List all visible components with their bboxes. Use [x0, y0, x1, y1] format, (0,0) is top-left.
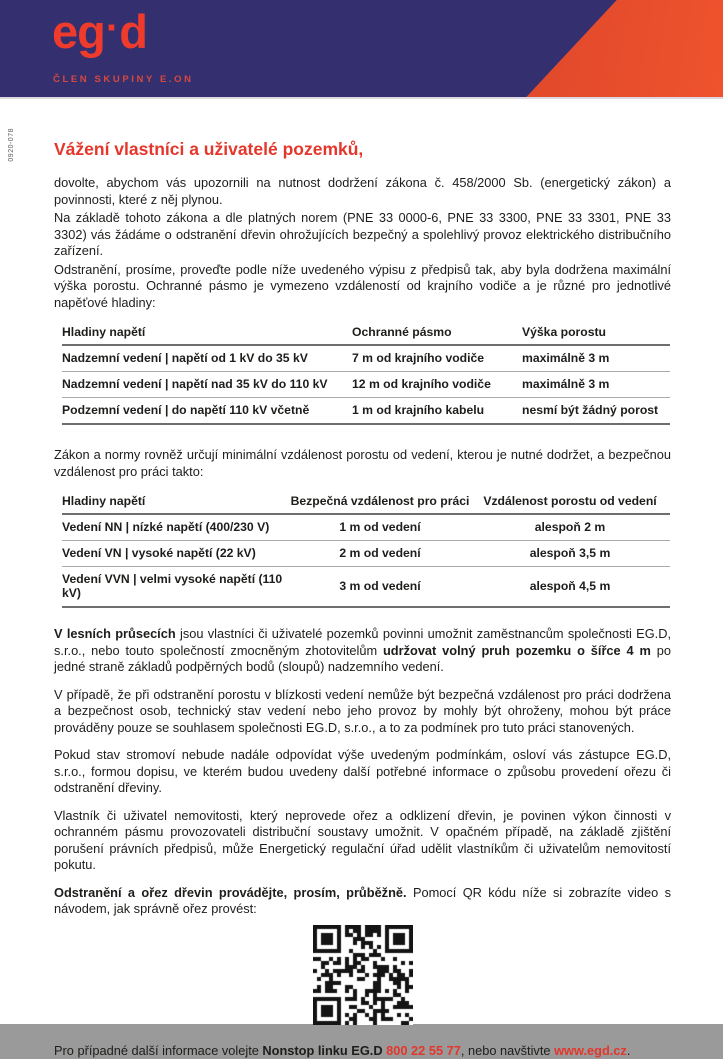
table-cell: 12 m od krajního vodiče [352, 372, 522, 398]
intro-paragraph-3: Odstranění, prosíme, proveďte podle níže uvedeného výpisu z předpisů tak, aby byla dodržena maximální výška porostu. Ochranné pásmo je vymezeno vzdáleností od krajního vodiče a je různé pro jednotlivé napěťové hladiny: [54, 262, 671, 312]
table-row [62, 567, 670, 608]
table-header-row [62, 491, 670, 514]
table-cell: Vedení NN | nízké napětí (400/230 V) [62, 514, 290, 541]
page-title: Vážení vlastníci a uživatelé pozemků, [54, 139, 671, 160]
footer-website-link: www.egd.cz [554, 1043, 627, 1058]
table-cell: Podzemní vedení | do napětí 110 kV včetně [62, 398, 352, 425]
safe-distance-table [62, 491, 670, 608]
logo-text-eg: eg [52, 5, 105, 58]
qr-intro-paragraph [54, 885, 671, 918]
intro-paragraph-2: Na základě tohoto zákona a dle platných norem (PNE 33 0000-6, PNE 33 3300, PNE 33 3301, PNE 33 3302) vás žádáme o odstranění dřevin ohrožujících bezpečný a spolehlivý provoz elektrického distribučního zařízení. [54, 210, 671, 260]
table-row [62, 398, 670, 425]
mid-paragraph: Zákon a normy rovněž určují minimální vzdálenost porostu od vedení, kterou je nutné dodržet, a bezpečnou vzdálenost pro práci takto: [54, 447, 671, 480]
table-cell: maximálně 3 m [522, 372, 670, 398]
column-header: Ochranné pásmo [352, 322, 522, 345]
table-cell: maximálně 3 m [522, 345, 670, 372]
logo-subtitle: ČLEN SKUPINY E.ON [53, 74, 194, 85]
table-cell: alespoň 2 m [470, 514, 670, 541]
table-cell: 3 m od vedení [290, 567, 470, 608]
table-row [62, 345, 670, 372]
egd-logo [52, 8, 147, 59]
table-header-row [62, 322, 670, 345]
qr-code [313, 925, 413, 1025]
footer-hotline-label: Nonstop linku EG.D [262, 1043, 386, 1058]
footer-phone-number: 800 22 55 77 [386, 1043, 461, 1058]
doc-code: 0920-078 [8, 128, 15, 162]
intro-paragraph-1: dovolte, abychom vás upozornili na nutnost dodržení zákona č. 458/2000 Sb. (energetický zákon) a povinnosti, které z něj plynou. [54, 175, 671, 208]
column-header: Vzdálenost porostu od vedení [470, 491, 670, 514]
table-cell: Vedení VN | vysoké napětí (22 kV) [62, 541, 290, 567]
column-header: Hladiny napětí [62, 322, 352, 345]
table-row [62, 514, 670, 541]
table-cell: 7 m od krajního vodiče [352, 345, 522, 372]
footer-text-2: , nebo navštivte [461, 1043, 554, 1058]
table-cell: 1 m od krajního kabelu [352, 398, 522, 425]
spacer [54, 425, 671, 447]
qr-bold-lead: Odstranění a ořez dřevin provádějte, prosím, průběžně. [54, 885, 407, 900]
footer-text-1: Pro případné další informace volejte [54, 1043, 262, 1058]
case-paragraph: V případě, že při odstranění porostu v blízkosti vedení nemůže být bezpečná vzdálenost pro práci dodržena a bezpečnost osob, technický stav vedení nebo jeho provoz by mohly být ohroženy, mohou být práce prováděny pouze se souhlasem společnosti EG.D, s.r.o., a to za podmínek pro tuto práci stanovených. [54, 687, 671, 737]
letter-body [0, 99, 723, 1059]
table-row [62, 541, 670, 567]
qr-text: Pomocí QR kódu níže si zobrazíte video s návodem, jak správně ořez provést: [54, 885, 671, 917]
forest-text-1: jsou vlastníci či uživatelé pozemků povinni umožnit zaměstnancům společnosti EG.D, s.r.o., nebo touto společností zmocněným zhotovitelům [54, 626, 671, 658]
table-cell: nesmí být žádný porost [522, 398, 670, 425]
table-cell: Nadzemní vedení | napětí nad 35 kV do 110 kV [62, 372, 352, 398]
table-cell: alespoň 4,5 m [470, 567, 670, 608]
table-cell: 1 m od vedení [290, 514, 470, 541]
table-cell: Nadzemní vedení | napětí od 1 kV do 35 kV [62, 345, 352, 372]
forest-paragraph [54, 626, 671, 676]
owner-paragraph: Vlastník či uživatel nemovitosti, který neprovede ořez a odklizení dřevin, je povinen výkon činnosti v ochranném pásmu provozovateli distribuční soustavy umožnit. V opačném případě, na základě zjištění porušení právních předpisů, může Energetický regulační úřad udělit vlastníkům či uživatelům nemovitostí pokutu. [54, 808, 671, 874]
header-band [0, 0, 723, 99]
logo-text-d: d [119, 5, 147, 58]
forest-bold-lead: V lesních průsecích [54, 626, 176, 641]
qr-code-container [54, 925, 671, 1030]
column-header: Bezpečná vzdálenost pro práci [290, 491, 470, 514]
forest-text-2: po jedné straně základů podpěrných bodů (sloupů) nadzemního vedení. [54, 643, 671, 675]
table-cell: Vedení VVN | velmi vysoké napětí (110 kV) [62, 567, 290, 608]
forest-bold-width: udržovat volný pruh pozemku o šířce 4 m [383, 643, 651, 658]
column-header: Hladiny napětí [62, 491, 290, 514]
column-header: Výška porostu [522, 322, 670, 345]
table-row [62, 372, 670, 398]
logo-dot-icon: · [106, 4, 118, 52]
table-cell: alespoň 3,5 m [470, 541, 670, 567]
table-cell: 2 m od vedení [290, 541, 470, 567]
footer-contact-line [54, 1043, 671, 1059]
protection-zone-table [62, 322, 670, 425]
letter-paragraph: Pokud stav stromoví nebude nadále odpovídat výše uvedeným podmínkám, osloví vás zástupce EG.D, s.r.o., formou dopisu, ve kterém budou uvedeny další potřebné informace o způsobu provedení ořezu či odstranění dřeviny. [54, 747, 671, 797]
footer-text-3: . [627, 1043, 631, 1058]
